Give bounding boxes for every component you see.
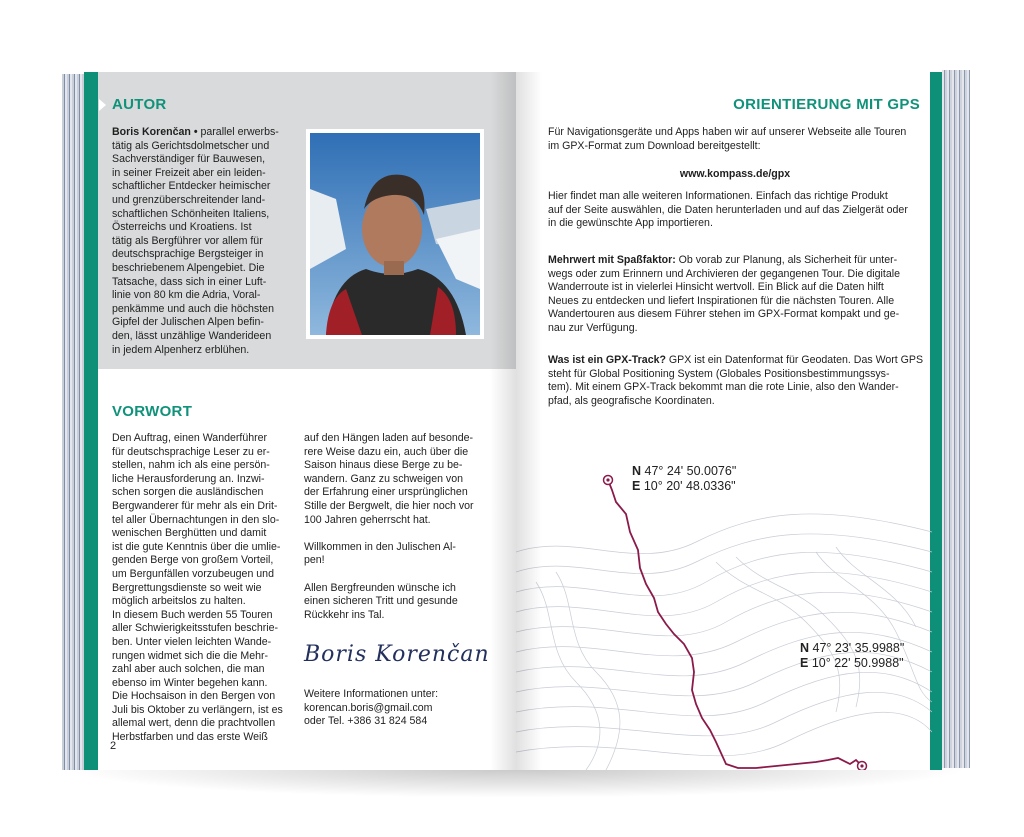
foreword-column-2: auf den Hängen laden auf besonde- rere Weise dazu ein, auch über die Saison hinaus diese Berge zu be- wandern. Ganz zu schweigen von der Erfahrung einer ursprünglichen Stille der Bergwelt, die hier noch vor 100 Jahren geherrscht hat. Willkommen in den Julischen Al- pen! Allen Bergfreunden wünsche ich einen sicheren Tritt und gesunde Rückkehr ins Tal. <box>304 432 474 621</box>
right-page <box>516 72 942 770</box>
gps-intro: Für Navigationsgeräte und Apps haben wir auf unserer Webseite alle Touren im GPX-Format zum Download bereitgestellt: <box>548 126 907 152</box>
email-link[interactable]: korencan.boris@gmail.com <box>304 701 433 714</box>
arrow-left-icon <box>923 99 930 111</box>
bio-first-line: Boris Korenčan • parallel erwerbs- <box>112 126 279 138</box>
arrow-right-icon <box>99 99 106 111</box>
accent-bar-left <box>84 72 98 770</box>
author-signature <box>304 642 490 667</box>
gpx-url-link[interactable]: www.kompass.de/gpx <box>679 168 791 180</box>
gps-heading: ORIENTIERUNG MIT GPS <box>733 96 920 113</box>
foreword-column-1: Den Auftrag, einen Wanderführer für deutschsprachige Leser zu er- stellen, nahm ich als eine persön- liche Herausforderung an. Inzwi- schen sorgen die ausländischen Bergwanderer für mehr als ein Drit- tel aller Übernachtungen in den slo- wenischen Berghütten und damit ist die gute Kenntnis über die umlie- genden Berge von großem Vorteil, um Bergunfällen vorzubeugen und Bergrettungsdienste so weit wie möglich arbeitslos zu halten. In diesem Buch werden 55 Touren aller Schwierigkeitsstufen beschrie- ben. Unter vielen leichten Wande- rungen widmet sich die die Mehr- zahl aber auch solchen, die man ebenso im Winter begehen kann. Die Hochsaison in den Bergen von Juli bis Oktober zu verlängern, ist es allemal wert, denn die prachtvollen Herbstfarben und das erste Weiß <box>112 432 283 744</box>
author-bio: Boris Korenčan • parallel erwerbs- tätig als Gerichtsdolmetscher und Sachverständiger für Bauwesen, in seiner Freizeit aber ein leiden- schaftlicher Entdecker heimischer und grenzüberschreitender land- schaftlichen Schönheiten Italiens, Österreichs und Kroatiens. Ist tätig als Bergführer vor allem für deutschsprachige Bergsteiger in beschriebenem Alpengebiet. Die Tatsache, dass sich in einer Luft- linie von 80 km die Adria, Voral- penkämme und auch die höchsten Gipfel der Julischen Alpen befin- den, lässt unzählige Wanderideen in jedem Alpenherz erblühen. <box>112 126 288 357</box>
author-heading: AUTOR <box>112 96 167 113</box>
spine-shadow-right <box>516 72 542 770</box>
gpx-explanation: Was ist ein GPX-Track? GPX ist ein Datenformat für Geodaten. Das Wort GPS steht für Global Positioning System (Globales Positionsbestimmungssys- tem). Mit einem GPX-Track bekommt man die rote Linie, also den Wander- pfad, als geografische Koordinaten. <box>548 354 924 407</box>
book-shadow <box>60 768 972 798</box>
page-number: 2 <box>110 740 117 752</box>
end-coordinates: N 47° 23' 35.9988" E 10° 22' 50.9988" <box>800 641 905 670</box>
signature-text: Boris Korenčan <box>304 642 490 667</box>
arrow-right-icon <box>99 406 106 418</box>
gps-info: Hier findet man alle weiteren Informationen. Einfach das richtige Produkt auf der Seite auswählen, die Daten herunterladen und auf das Zielgerät oder in die gewünschte App importieren. <box>548 190 908 230</box>
gps-value: Mehrwert mit Spaßfaktor: Ob vorab zur Planung, als Sicherheit für unter- wegs oder zum Erinnern und Archivieren der gegangenen Tour. Die digitale Wanderroute ist in vielerlei Hinsicht wertvoll. Ein Blick auf die Daten hilft Neues zu entdecken und liefert Inspirationen für die nächsten Touren. Alle Wandertouren aus diesem Führer stehen im GPX-Format kompakt und ge- nau zur Verfügung. <box>548 254 900 334</box>
left-page <box>84 72 516 770</box>
page-edges-right <box>942 70 970 768</box>
author-photo <box>306 129 484 339</box>
spine-shadow-left <box>490 72 516 770</box>
contact-info: Weitere Informationen unter: korencan.boris@gmail.com oder Tel. +386 31 824 584 <box>304 688 494 729</box>
page-edges-left <box>62 74 84 770</box>
foreword-heading: VORWORT <box>112 403 193 420</box>
start-coordinates: N 47° 24' 50.0076" E 10° 20' 48.0336" <box>632 464 737 493</box>
